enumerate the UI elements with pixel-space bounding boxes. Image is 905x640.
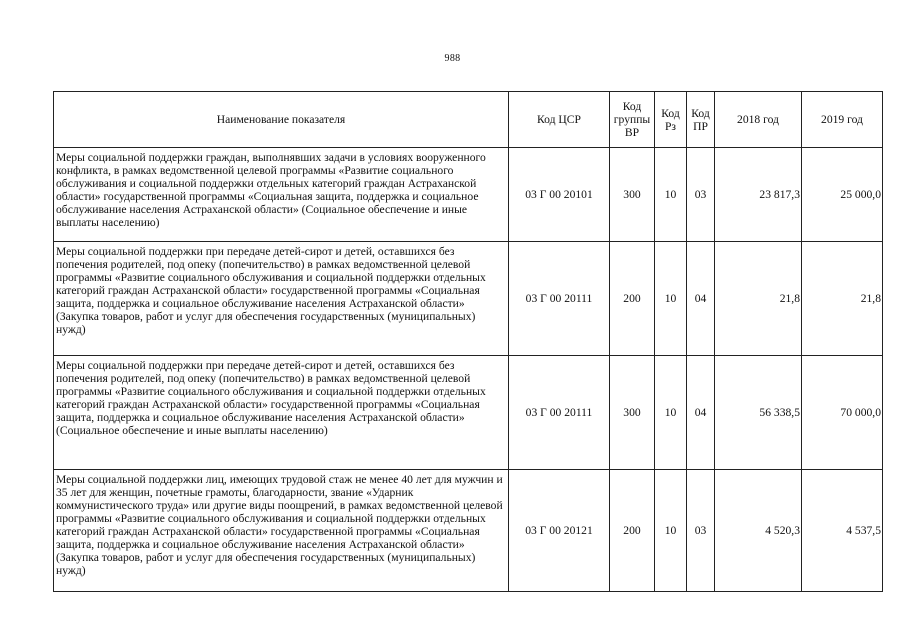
row-2018-cell: 21,8	[715, 242, 802, 356]
table-row	[54, 470, 883, 592]
row-2019-cell: 25 000,0	[802, 148, 883, 242]
column-header-name: Наименование показателя	[54, 92, 509, 148]
row-rz-cell: 10	[655, 148, 687, 242]
row-vr-cell: 300	[610, 148, 655, 242]
budget-table	[53, 91, 883, 592]
row-2018-cell: 56 338,5	[715, 356, 802, 470]
page-number: 988	[444, 53, 461, 64]
row-2019-cell: 21,8	[802, 242, 883, 356]
row-csr-cell: 03 Г 00 20111	[509, 356, 610, 470]
row-2018-cell: 23 817,3	[715, 148, 802, 242]
row-name-cell: Меры социальной поддержки при передаче детей-сирот и детей, оставшихся без попечения родителей, под опеку (попечительство) в рамках ведомственной целевой программы «Развитие социального обслуживания и социальной поддержки отдельных категорий граждан Астраханской области» государственной программы «Социальная защита, поддержка и социальное обслуживание населения Астраханской области» (Закупка товаров, работ и услуг для обеспечения государственных (муниципальных) нужд)	[54, 242, 509, 356]
row-csr-cell: 03 Г 00 20101	[509, 148, 610, 242]
row-csr-cell: 03 Г 00 20111	[509, 242, 610, 356]
row-pr-cell: 04	[687, 242, 715, 356]
row-name-cell: Меры социальной поддержки при передаче детей-сирот и детей, оставшихся без попечения родителей, под опеку (попечительство) в рамках ведомственной целевой программы «Развитие социального обслуживания и социальной поддержки отдельных категорий граждан Астраханской области» государственной программы «Социальная защита, поддержка и социальное обслуживание населения Астраханской области» (Социальное обеспечение и иные выплаты населению)	[54, 356, 509, 470]
row-vr-cell: 200	[610, 242, 655, 356]
row-rz-cell: 10	[655, 356, 687, 470]
column-header-csr: Код ЦСР	[509, 92, 610, 148]
column-header-2018: 2018 год	[715, 92, 802, 148]
column-header-rz: Код Рз	[655, 92, 687, 148]
column-header-2019: 2019 год	[802, 92, 883, 148]
row-2019-cell: 70 000,0	[802, 356, 883, 470]
column-header-pr: Код ПР	[687, 92, 715, 148]
row-pr-cell: 03	[687, 148, 715, 242]
table-header-row	[54, 92, 883, 148]
row-vr-cell: 200	[610, 470, 655, 592]
row-vr-cell: 300	[610, 356, 655, 470]
row-rz-cell: 10	[655, 242, 687, 356]
row-rz-cell: 10	[655, 470, 687, 592]
table-row	[54, 148, 883, 242]
table-row	[54, 356, 883, 470]
row-name-cell: Меры социальной поддержки лиц, имеющих трудовой стаж не менее 40 лет для мужчин и 35 лет для женщин, почетные грамоты, благодарности, звание «Ударник коммунистического труда» или другие виды поощрений, в рамках ведомственной целевой программы «Развитие социального обслуживания и социальной поддержки отдельных категорий граждан Астраханской области» государственной программы «Социальная защита, поддержка и социальное обслуживание населения Астраханской области» (Закупка товаров, работ и услуг для обеспечения государственных (муниципальных) нужд)	[54, 470, 509, 592]
table-row	[54, 242, 883, 356]
row-pr-cell: 04	[687, 356, 715, 470]
row-2019-cell: 4 537,5	[802, 470, 883, 592]
column-header-vr: Код группы ВР	[610, 92, 655, 148]
row-name-cell: Меры социальной поддержки граждан, выполнявших задачи в условиях вооруженного конфликта, в рамках ведомственной целевой программы «Развитие социального обслуживания и социальной поддержки отдельных категорий граждан Астраханской области» государственной программы «Социальная защита, поддержка и социальное обслуживание населения Астраханской области» (Социальное обеспечение и иные выплаты населению)	[54, 148, 509, 242]
row-2018-cell: 4 520,3	[715, 470, 802, 592]
row-csr-cell: 03 Г 00 20121	[509, 470, 610, 592]
row-pr-cell: 03	[687, 470, 715, 592]
